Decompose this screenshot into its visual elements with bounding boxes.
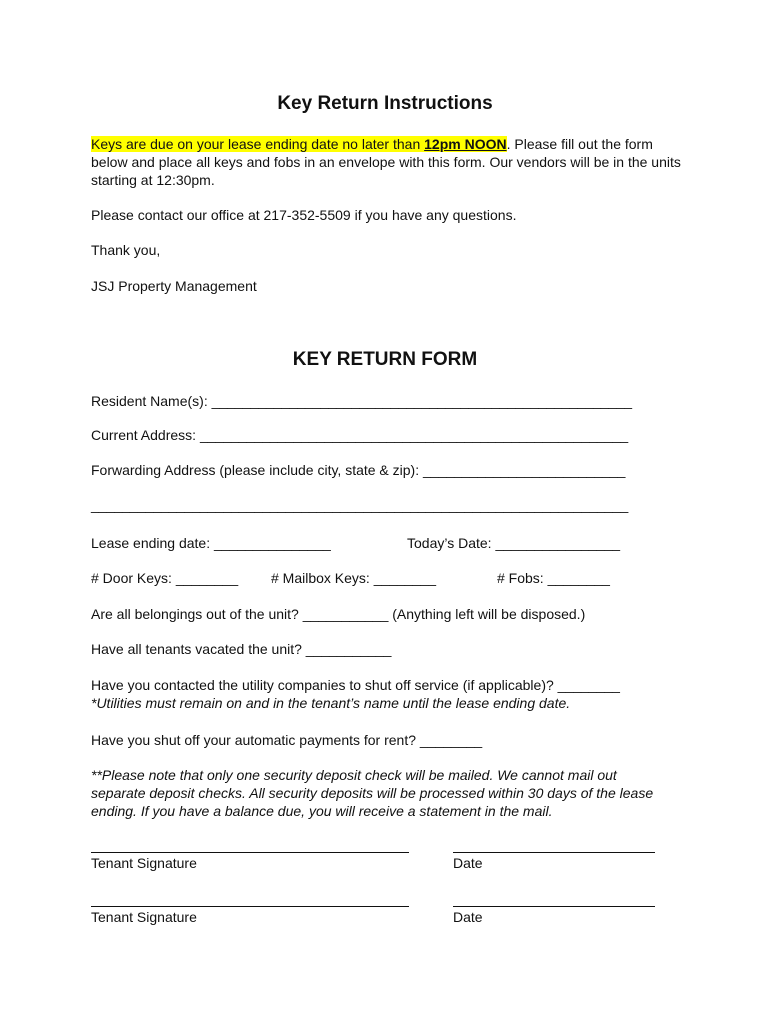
- signature-line-1: [91, 852, 409, 853]
- instructions-title: Key Return Instructions: [277, 93, 493, 114]
- due-highlight: Keys are due on your lease ending date no later than: [91, 136, 425, 152]
- fobs-field: # Fobs: ________: [497, 570, 610, 586]
- utilities-note: *Utilities must remain on and in the tenant’s name until the lease ending date.: [91, 695, 571, 711]
- company-name: JSJ Property Management: [91, 278, 257, 294]
- vacated-question: Have all tenants vacated the unit? ___________: [91, 641, 392, 657]
- deposit-note: **Please note that only one security deposit check will be mailed. We cannot mail out separate deposit checks. All security deposits will be processed within 30 days of the lease ending. If you have a balance due, you will receive a statement in the mail.: [91, 767, 654, 819]
- belongings-question: Are all belongings out of the unit? ___________ (Anything left will be disposed.): [91, 606, 586, 622]
- instructions-rest: . Please fill out the form below and place all keys and fobs in an envelope with this form. Our vendors will be in the units starting at 12:30pm.: [91, 136, 681, 188]
- signature-label-1: Tenant Signature: [91, 855, 197, 871]
- forwarding-address-continued: _____________________________________________________________________: [91, 497, 629, 513]
- form-title: KEY RETURN FORM: [292, 349, 478, 370]
- mailbox-keys-field: # Mailbox Keys: ________: [271, 570, 436, 586]
- date-line-2: [453, 906, 655, 907]
- resident-name-field: Resident Name(s): ______________________________________________________: [91, 393, 633, 409]
- door-keys-field: # Door Keys: ________: [91, 570, 239, 586]
- signature-line-2: [91, 906, 409, 907]
- date-line-1: [453, 852, 655, 853]
- contact-text: Please contact our office at 217-352-5509 if you have any questions.: [91, 207, 517, 223]
- todays-date-field: Today’s Date: ________________: [407, 535, 621, 551]
- payments-question: Have you shut off your automatic payments for rent? ________: [91, 732, 483, 748]
- signature-label-2: Tenant Signature: [91, 909, 197, 925]
- lease-ending-date-field: Lease ending date: _______________: [91, 535, 331, 551]
- date-label-2: Date: [453, 909, 483, 925]
- utilities-question: Have you contacted the utility companies to shut off service (if applicable)? ________: [91, 677, 620, 693]
- forwarding-address-field: Forwarding Address (please include city, state & zip): __________________________: [91, 462, 626, 478]
- current-address-field: Current Address: _______________________________________________________: [91, 427, 629, 443]
- thank-you-text: Thank you,: [91, 242, 161, 258]
- date-label-1: Date: [453, 855, 483, 871]
- noon-emphasis: 12pm NOON: [424, 136, 507, 152]
- instructions-paragraph: [91, 135, 681, 189]
